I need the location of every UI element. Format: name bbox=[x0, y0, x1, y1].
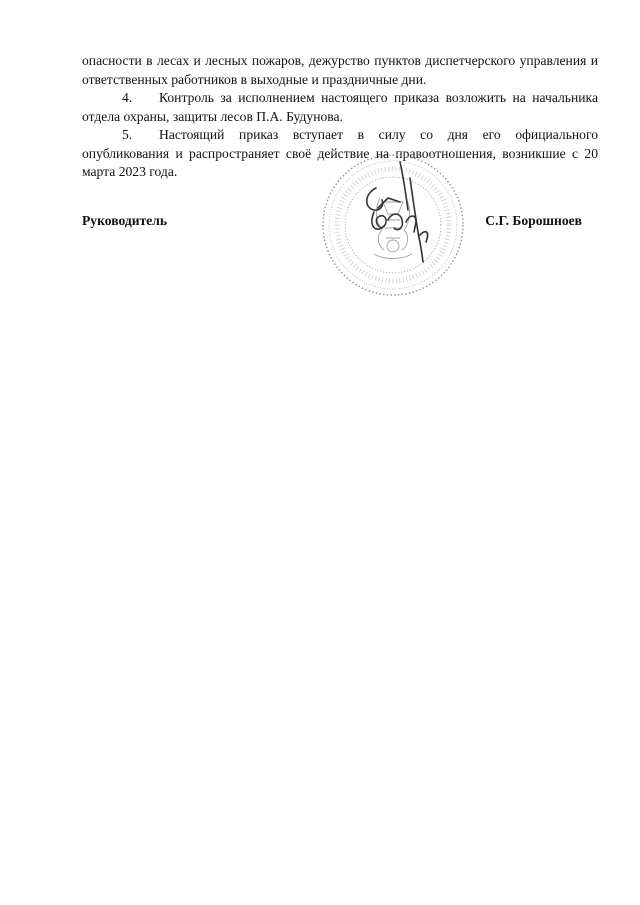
item-number: 4. bbox=[122, 90, 133, 105]
item-text: Настоящий приказ вступает в силу со дня его официального опубликования и распространяет своё действие на правоотношения, возникшие с 20 марта 2023 года. bbox=[82, 127, 598, 179]
list-item bbox=[82, 89, 598, 126]
item-number: 5. bbox=[122, 127, 133, 142]
item-text: Контроль за исполнением настоящего приказа возложить на начальника отдела охраны, защиты лесов П.А. Будунова. bbox=[82, 90, 598, 124]
official-seal-icon bbox=[318, 150, 468, 300]
signer-name: С.Г. Борошноев bbox=[485, 213, 582, 228]
paragraph-continuation: опасности в лесах и лесных пожаров, дежурство пунктов диспетчерского управления и ответственных работников в выходные и праздничные дни. bbox=[82, 53, 598, 87]
seal-graphic bbox=[318, 150, 468, 300]
signer-title: Руководитель bbox=[82, 213, 168, 228]
